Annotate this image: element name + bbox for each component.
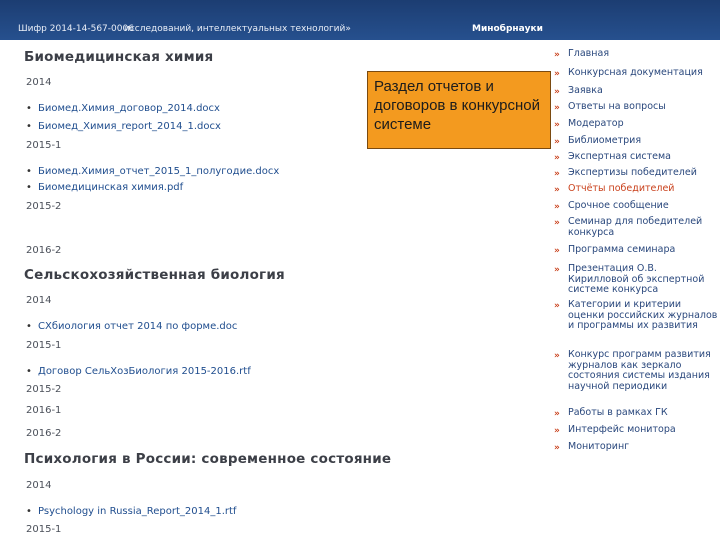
sidebar-item-moderator[interactable]	[554, 119, 714, 131]
chevron-right-icon: »	[554, 443, 560, 453]
sidebar-item-winner-reviews[interactable]	[554, 168, 714, 180]
ministry-label: Минобрнауки	[472, 24, 543, 34]
sidebar-item-label: Главная	[568, 48, 610, 59]
year-label: 2015-1	[26, 524, 62, 535]
sidebar-item-label: Ответы на вопросы	[568, 101, 666, 112]
sidebar-item-monitor-interface[interactable]	[554, 425, 714, 437]
sidebar-item-label: Отчёты победителей	[568, 183, 675, 194]
sidebar-item-label: Программа семинара	[568, 244, 676, 255]
file-link[interactable]: Договор СельХозБиология 2015-2016.rtf	[38, 366, 251, 377]
sidebar-item-journal-contest[interactable]	[554, 350, 714, 405]
year-label: 2015-1	[26, 340, 62, 351]
chevron-right-icon: »	[554, 153, 560, 163]
file-link[interactable]: СХбиология отчет 2014 по форме.doc	[38, 321, 238, 332]
year-label: 2016-2	[26, 245, 62, 256]
chevron-right-icon: »	[554, 265, 560, 275]
year-label: 2016-1	[26, 405, 62, 416]
sidebar-item-faq[interactable]	[554, 102, 714, 114]
sidebar-item-label: Конкурсная документация	[568, 67, 703, 78]
grant-code: Шифр 2014-14-567-0006	[18, 24, 134, 34]
sidebar-item-application[interactable]	[554, 86, 714, 98]
sidebar-item-label: Интерфейс монитора	[568, 424, 676, 435]
sidebar-item-label: Категории и критерии оценки российских журналов и программы их развития	[568, 299, 718, 331]
bullet: •	[26, 166, 32, 177]
sidebar-item-label: Срочное сообщение	[568, 200, 669, 211]
chevron-right-icon: »	[554, 246, 560, 256]
sidebar-item-label: Презентация О.В. Кирилловой об экспертной системе конкурса	[568, 263, 705, 295]
chevron-right-icon: »	[554, 50, 560, 60]
sidebar-item-winner-reports[interactable]	[554, 184, 714, 196]
chevron-right-icon: »	[554, 137, 560, 147]
sidebar-item-label: Мониторинг	[568, 441, 630, 452]
file-link[interactable]: Биомедицинская химия.pdf	[38, 182, 184, 193]
bullet: •	[26, 103, 32, 114]
chevron-right-icon: »	[554, 409, 560, 419]
chevron-right-icon: »	[554, 301, 560, 311]
chevron-right-icon: »	[554, 87, 560, 97]
bullet: •	[26, 121, 32, 132]
annotation-callout: Раздел отчетов и договоров в конкурсной системе	[367, 71, 551, 149]
chevron-right-icon: »	[554, 202, 560, 212]
chevron-right-icon: »	[554, 120, 560, 130]
sidebar-item-label: Заявка	[568, 85, 603, 96]
file-link[interactable]: Psychology in Russia_Report_2014_1.rtf	[38, 506, 237, 517]
chevron-right-icon: »	[554, 69, 560, 79]
sidebar-item-label: Семинар для победителей конкурса	[568, 216, 703, 238]
sidebar-item-contest-docs[interactable]	[554, 68, 714, 80]
bullet: •	[26, 366, 32, 377]
sidebar-item-seminar-program[interactable]	[554, 245, 714, 257]
chevron-right-icon: »	[554, 351, 560, 361]
sidebar-item-presentation[interactable]	[554, 264, 714, 297]
file-link[interactable]: Биомед.Химия_отчет_2015_1_полугодие.docx	[38, 166, 280, 177]
year-label: 2015-2	[26, 201, 62, 212]
sidebar-item-expert-system[interactable]	[554, 152, 714, 164]
year-label: 2014	[26, 480, 52, 491]
file-link[interactable]: Биомед.Химия_договор_2014.docx	[38, 103, 220, 114]
sidebar-item-label: Работы в рамках ГК	[568, 407, 668, 418]
sidebar-item-journal-criteria[interactable]	[554, 299, 718, 344]
sidebar-item-label: Экспертная система	[568, 151, 671, 162]
sidebar-item-label: Конкурс программ развития журналов как зеркало состояния системы издания научной периодики	[568, 349, 711, 392]
section-title: Психология в России: современное состояние	[24, 451, 392, 467]
chevron-right-icon: »	[554, 426, 560, 436]
sidebar-item-monitoring[interactable]	[554, 442, 714, 454]
sidebar-item-label: Модератор	[568, 118, 624, 129]
sidebar-item-seminar[interactable]	[554, 217, 714, 239]
year-label: 2015-1	[26, 140, 62, 151]
chevron-right-icon: »	[554, 218, 560, 228]
year-label: 2015-2	[26, 384, 62, 395]
year-label: 2014	[26, 295, 52, 306]
bullet: •	[26, 321, 32, 332]
sidebar-item-gk-works[interactable]	[554, 408, 714, 420]
year-label: 2016-2	[26, 428, 62, 439]
bullet: •	[26, 182, 32, 193]
bullet: •	[26, 506, 32, 517]
chevron-right-icon: »	[554, 103, 560, 113]
sidebar-item-label: Экспертизы победителей	[568, 167, 697, 178]
chevron-right-icon: »	[554, 185, 560, 195]
sidebar-item-urgent-message[interactable]	[554, 201, 714, 213]
sidebar-item-bibliometrics[interactable]	[554, 136, 714, 148]
section-title: Биомедицинская химия	[24, 49, 214, 65]
header-org-text: исследований, интеллектуальных технологий»	[124, 24, 351, 34]
sidebar-item-label: Библиометрия	[568, 135, 642, 146]
chevron-right-icon: »	[554, 169, 560, 179]
year-label: 2014	[26, 77, 52, 88]
sidebar-item-home[interactable]	[554, 49, 714, 61]
section-title: Сельскохозяйственная биология	[24, 267, 285, 283]
file-link[interactable]: Биомед_Химия_report_2014_1.docx	[38, 121, 221, 132]
